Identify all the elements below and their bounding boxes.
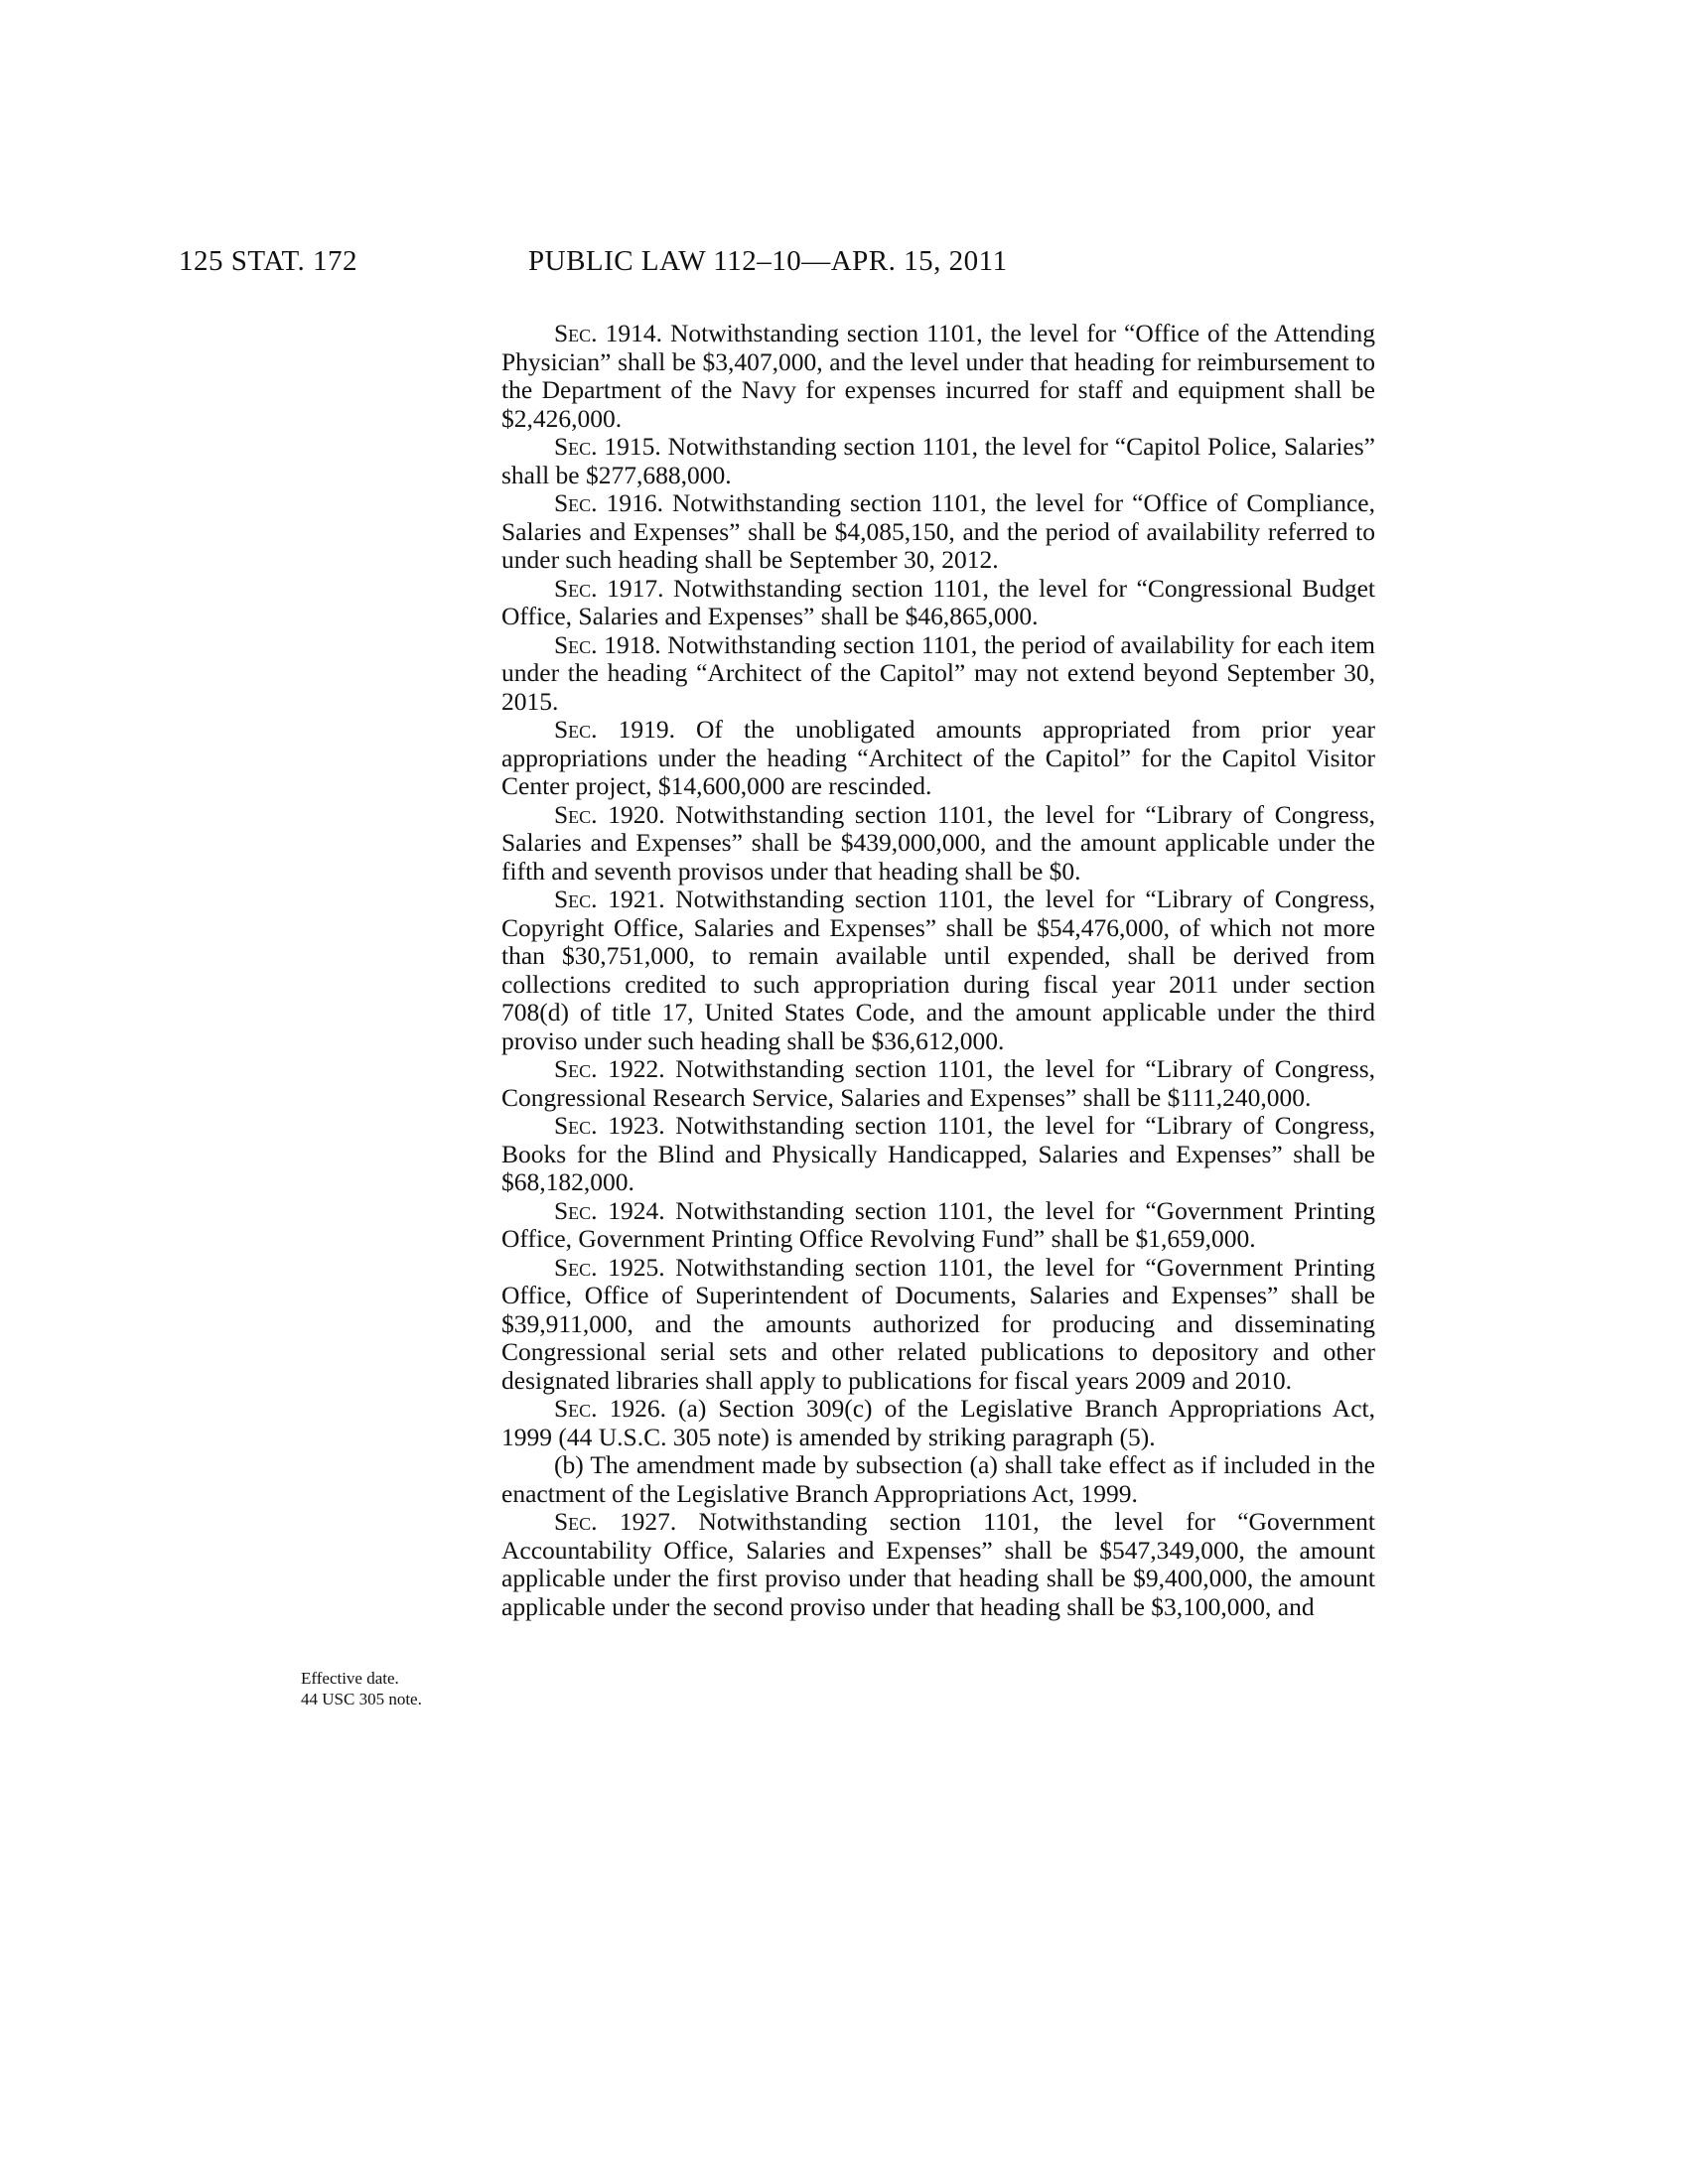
page-header [0,245,1688,285]
body-text [501,320,1375,1621]
section-text: (b) The amendment made by subsection (a) shall take effect as if included in the enactment of the Legislative Branch Appropriations Act, 1999. [501,1450,1375,1508]
section-label: Sec. [554,573,598,603]
subsection-paragraph [501,1451,1375,1508]
section-text: 1916. Notwithstanding section 1101, the level for “Office of Compliance, Salaries and Expenses” shall be $4,085,150, and the period of availability referred to under such heading shall be September 30, 2012. [501,488,1375,574]
section-paragraph [501,1254,1375,1396]
section-text: 1921. Notwithstanding section 1101, the level for “Library of Congress, Copyright Office, Salaries and Expenses” shall be $54,476,000, of which not more than $30,751,000, to remain available until expended, shall be derived from collections credited to such appropriation during fiscal year 2011 under section 708(d) of title 17, United States Code, and the amount applicable under the third proviso under such heading shall be $36,612,000. [501,885,1375,1055]
section-paragraph [501,1197,1375,1254]
section-text: 1926. (a) Section 309(c) of the Legislative Branch Appropriations Act, 1999 (44 U.S.C. 305 note) is amended by striking paragraph (5). [501,1394,1375,1451]
section-text: 1915. Notwithstanding section 1101, the level for “Capitol Police, Salaries” shall be $277,688,000. [501,432,1375,489]
section-label: Sec. [554,432,598,461]
public-law-title: PUBLIC LAW 112–10—APR. 15, 2011 [528,245,1008,277]
section-paragraph [501,575,1375,631]
section-label: Sec. [554,1054,598,1083]
section-paragraph [501,716,1375,801]
statute-page-number: 125 STAT. 172 [179,245,358,277]
section-paragraph [501,1395,1375,1451]
section-label: Sec. [554,488,598,517]
section-label: Sec. [554,319,598,347]
section-label: Sec. [554,1252,598,1282]
section-text: 1917. Notwithstanding section 1101, the level for “Congressional Budget Office, Salaries and Expenses” shall be $46,865,000. [501,573,1375,630]
section-label: Sec. [554,1195,598,1225]
section-label: Sec. [554,1111,598,1140]
section-paragraph [501,1055,1375,1112]
section-label: Sec. [554,715,598,744]
margin-note-line: 44 USC 305 note. [301,1690,422,1708]
section-paragraph [501,1112,1375,1197]
section-text: 1924. Notwithstanding section 1101, the level for “Government Printing Office, Government Printing Office Revolving Fund” shall be $1,659,000. [501,1195,1375,1253]
margin-note [301,1668,475,1709]
section-label: Sec. [554,629,598,659]
section-text: 1920. Notwithstanding section 1101, the level for “Library of Congress, Salaries and Expenses” shall be $439,000,000, and the amount applicable under the fifth and seventh provisos under that heading shall be $0. [501,799,1375,886]
section-paragraph [501,631,1375,717]
section-paragraph [501,433,1375,489]
section-text: 1927. Notwithstanding section 1101, the level for “Government Accountability Office, Salaries and Expenses” shall be $547,349,000, the amount applicable under the first proviso under that heading shall be $9,400,000, the amount applicable under the second proviso under that heading shall be $3,100,000, and [501,1507,1375,1621]
section-paragraph [501,886,1375,1055]
section-label: Sec. [554,1394,598,1423]
section-label: Sec. [554,1507,598,1536]
section-label: Sec. [554,885,598,913]
section-label: Sec. [554,799,598,829]
section-paragraph [501,489,1375,575]
section-text: 1923. Notwithstanding section 1101, the level for “Library of Congress, Books for the Blind and Physically Handicapped, Salaries and Expenses” shall be $68,182,000. [501,1111,1375,1196]
section-text: 1922. Notwithstanding section 1101, the level for “Library of Congress, Congressional Research Service, Salaries and Expenses” shall be $111,240,000. [501,1054,1375,1112]
section-text: 1914. Notwithstanding section 1101, the level for “Office of the Attending Physician” shall be $3,407,000, and the level under that heading for reimbursement to the Department of the Navy for expenses incurred for staff and equipment shall be $2,426,000. [501,319,1375,433]
section-paragraph [501,320,1375,433]
section-text: 1918. Notwithstanding section 1101, the period of availability for each item under the heading “Architect of the Capitol” may not extend beyond September 30, 2015. [501,629,1375,716]
section-paragraph [501,1508,1375,1621]
section-paragraph [501,801,1375,887]
section-text: 1925. Notwithstanding section 1101, the level for “Government Printing Office, Office of Superintendent of Documents, Salaries and Expenses” shall be $39,911,000, and the amounts authorized for producing and disseminating Congressional serial sets and other related publications to depository and other designated libraries shall apply to publications for fiscal years 2009 and 2010. [501,1252,1375,1395]
section-text: 1919. Of the unobligated amounts appropriated from prior year appropriations under the heading “Architect of the Capitol” for the Capitol Visitor Center project, $14,600,000 are rescinded. [501,715,1375,800]
margin-note-line: Effective date. [301,1669,399,1688]
